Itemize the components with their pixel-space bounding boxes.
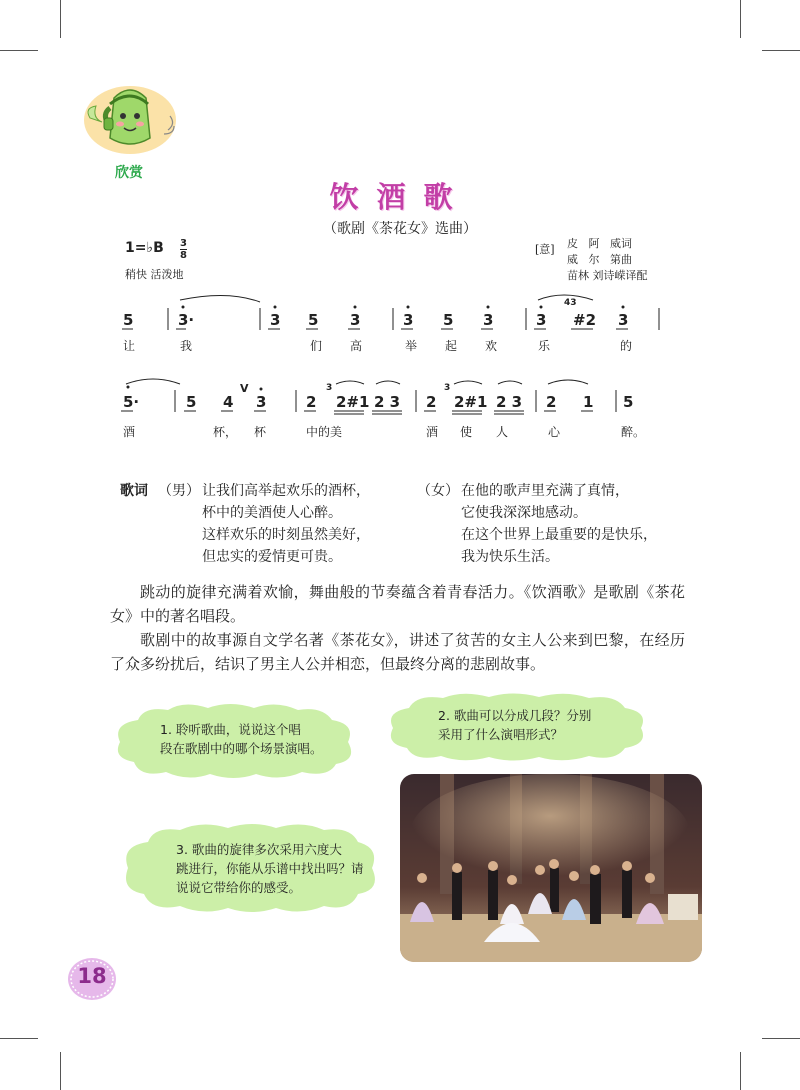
- svg-text:3: 3: [618, 311, 629, 329]
- svg-text:5: 5: [123, 311, 134, 329]
- svg-text:2: 2: [426, 393, 437, 411]
- lyric-syllable: 让: [123, 339, 136, 353]
- lyric-line: 我为快乐生活。: [461, 549, 559, 565]
- lyric-syllable: 使: [460, 425, 473, 439]
- jianpu-score: [118, 292, 673, 452]
- score-line-2: [121, 379, 633, 414]
- svg-text:5: 5: [623, 393, 634, 411]
- opera-stage-photo: [400, 774, 702, 962]
- question-cloud-3: [118, 822, 380, 916]
- svg-text:1: 1: [583, 393, 594, 411]
- svg-text:5: 5: [443, 311, 454, 329]
- listening-mascot-icon: [80, 78, 180, 158]
- question-line: 1. 聆听歌曲，说说这个唱: [160, 722, 301, 737]
- credit-composer: 威 尔 第曲: [567, 253, 632, 266]
- meter-bottom: 8: [180, 250, 187, 261]
- crop-mark: [60, 1052, 61, 1090]
- lyric-syllable: 醉。: [621, 425, 646, 439]
- svg-text:2#1: 2#1: [336, 393, 370, 411]
- credits-country: [意]: [535, 243, 555, 256]
- lyric-syllable: 心: [548, 425, 561, 439]
- lyric-syllable: 酒: [426, 425, 439, 439]
- crop-mark: [740, 0, 741, 38]
- score-line-1: [122, 295, 659, 330]
- credit-translators: 苗林 刘诗嵘译配: [567, 269, 648, 282]
- credit-lyricist: 皮 阿 威词: [567, 237, 632, 250]
- lyric-syllable: 高: [350, 339, 363, 353]
- credits: [535, 236, 648, 284]
- score-lyrics-1: [123, 338, 632, 353]
- svg-text:5: 5: [308, 311, 319, 329]
- page-number-badge: [66, 956, 118, 1002]
- question-cloud-1: [110, 702, 360, 780]
- svg-text:3: 3: [326, 383, 333, 393]
- time-signature: [180, 238, 187, 261]
- svg-text:3·: 3·: [178, 311, 195, 329]
- lyric-line: 它使我深深地感动。: [461, 505, 587, 521]
- lyric-line: 在这个世界上最重要的是快乐，: [461, 527, 657, 543]
- svg-text:3: 3: [483, 311, 494, 329]
- intro-paragraph: 歌剧中的故事源自文学名著《茶花女》，讲述了贫苦的女主人公来到巴黎，在经历了众多纷扰后，结识了男主人公并相恋，但最终分离的悲剧故事。: [110, 631, 685, 673]
- score-lyrics-2: [123, 424, 645, 439]
- lyric-line: 让我们高举起欢乐的酒杯，: [202, 483, 370, 499]
- svg-text:2 3: 2 3: [374, 393, 401, 411]
- crop-mark: [762, 50, 800, 51]
- svg-text:43: 43: [564, 298, 577, 308]
- lyric-syllable: 中的美: [306, 425, 343, 439]
- svg-text:3: 3: [256, 393, 267, 411]
- svg-text:3: 3: [270, 311, 281, 329]
- lyric-syllable: 欢: [485, 339, 498, 353]
- lyric-syllable: 们: [310, 339, 323, 353]
- crop-mark: [740, 1052, 741, 1090]
- crop-mark: [762, 1038, 800, 1039]
- lyric-syllable: 起: [445, 339, 458, 353]
- female-lyrics: [417, 480, 657, 568]
- intro-text: [110, 580, 685, 676]
- lyric-line: 在他的歌声里充满了真情，: [461, 483, 629, 499]
- meter-top: 3: [180, 238, 187, 249]
- lyric-line: 这样欢乐的时刻虽然美好，: [202, 527, 370, 543]
- lyric-syllable: 人: [496, 425, 509, 439]
- question-line: 段在歌剧中的哪个场景演唱。: [160, 741, 323, 756]
- svg-text:3: 3: [444, 383, 451, 393]
- svg-text:3: 3: [536, 311, 547, 329]
- svg-text:3: 3: [403, 311, 414, 329]
- question-line: 3. 歌曲的旋律多次采用六度大: [176, 842, 342, 857]
- question-line: 说说它带给你的感受。: [176, 880, 302, 895]
- male-tag: （男）: [158, 483, 200, 499]
- lyric-syllable: 杯，: [213, 425, 238, 439]
- svg-text:#2: #2: [573, 311, 597, 329]
- question-cloud-2: [383, 692, 651, 762]
- lyric-syllable: 酒: [123, 425, 136, 439]
- svg-text:4: 4: [223, 393, 234, 411]
- lyric-syllable: 举: [405, 339, 418, 353]
- question-line: 2. 歌曲可以分成几段？分别: [438, 708, 592, 723]
- crop-mark: [60, 0, 61, 38]
- svg-text:2#1: 2#1: [454, 393, 488, 411]
- female-tag: （女）: [417, 483, 459, 499]
- intro-paragraph: 跳动的旋律充满着欢愉，舞曲般的节奏蕴含着青春活力。《饮酒歌》是歌剧《茶花女》中的著名唱段。: [110, 583, 685, 625]
- tempo-marking: 稍快 活泼地: [125, 268, 184, 281]
- song-subtitle: （歌剧《茶花女》选曲）: [323, 221, 477, 237]
- key-signature: 1=♭B: [125, 240, 164, 256]
- lyric-line: 杯中的美酒使人心醉。: [202, 505, 342, 521]
- male-lyrics: [158, 480, 370, 568]
- svg-text:5·: 5·: [123, 393, 140, 411]
- page-number: 18: [77, 964, 107, 988]
- svg-text:2 3: 2 3: [496, 393, 523, 411]
- lyric-line: 但忠实的爱情更可贵。: [202, 549, 342, 565]
- lyric-syllable: 我: [180, 339, 193, 353]
- svg-text:3: 3: [350, 311, 361, 329]
- svg-text:5: 5: [186, 393, 197, 411]
- crop-mark: [0, 50, 38, 51]
- section-badge: 欣赏: [115, 165, 143, 181]
- lyric-syllable: 乐: [538, 339, 551, 353]
- lyric-syllable: 的: [620, 339, 633, 353]
- svg-text:2: 2: [306, 393, 317, 411]
- lyric-syllable: 杯: [254, 425, 267, 439]
- crop-mark: [0, 1038, 38, 1039]
- svg-text:2: 2: [546, 393, 557, 411]
- lyrics-label: 歌词: [120, 483, 148, 499]
- question-line: 采用了什么演唱形式？: [438, 727, 564, 742]
- song-title: 饮酒歌: [329, 180, 471, 214]
- svg-text:V: V: [240, 382, 249, 395]
- question-line: 跳进行，你能从乐谱中找出吗？请: [176, 861, 364, 876]
